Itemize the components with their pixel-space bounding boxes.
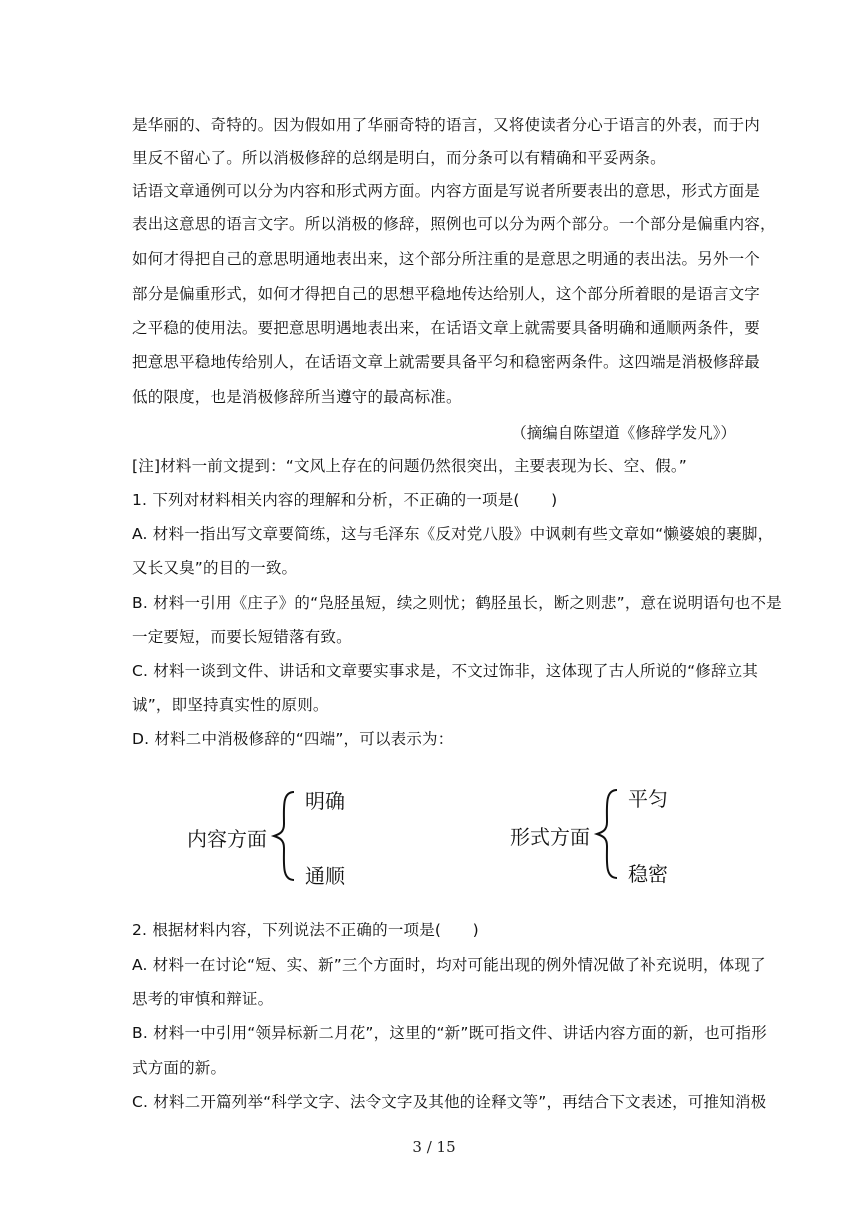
source-citation: （摘编自陈望道《修辞学发凡》） <box>511 424 736 442</box>
option-b-line: 式方面的新。 <box>132 1059 227 1077</box>
text-line: 低的限度，也是消极修辞所当遵守的最高标准。 <box>132 388 462 406</box>
page-separator: / <box>426 1138 432 1156</box>
text-line: 里反不留心了。所以消极修辞的总纲是明白，而分条可以有精确和平妥两条。 <box>132 149 666 167</box>
left-top-item: 明确 <box>305 789 345 813</box>
text-line: 把意思平稳地传给别人，在话语文章上就需要具备平匀和稳密两条件。这四端是消极修辞最 <box>132 353 761 371</box>
question-2-stem: 2. 根据材料内容，下列说法不正确的一项是( ) <box>132 921 479 939</box>
option-a-line: A. 材料一在讨论“短、实、新”三个方面时，均对可能出现的例外情况做了补充说明，体现了 <box>132 956 766 974</box>
text-line: 是华丽的、奇特的。因为假如用了华丽奇特的语言，又将使读者分心于语言的外表，而于内 <box>132 116 761 134</box>
option-c-line: C. 材料二开篇列举“科学文字、法令文字及其他的诠释文等”，再结合下文表述，可推知消极 <box>132 1093 767 1111</box>
text-line: 如何才得把自己的意思明通地表出来，这个部分所注重的是意思之明通的表出法。另外一个 <box>132 250 761 268</box>
option-a-line: 又长又臭”的目的一致。 <box>132 559 298 577</box>
left-group-label: 内容方面 <box>187 827 267 851</box>
option-d-line: D. 材料二中消极修辞的“四端”，可以表示为： <box>132 730 454 748</box>
option-c-line: 诚”，即坚持真实性的原则。 <box>132 696 329 714</box>
text-line: 部分是偏重形式，如何才得把自己的思想平稳地传达给别人，这个部分所着眼的是语言文字 <box>132 285 761 303</box>
note-line: [注]材料一前文提到：“文风上存在的问题仍然很突出，主要表现为长、空、假。” <box>132 457 688 475</box>
option-a-line: 思考的审慎和辩证。 <box>132 990 274 1008</box>
option-b-line: B. 材料一引用《庄子》的“凫胫虽短，续之则忧；鹤胫虽长，断之则悲”，意在说明语句也不是 <box>132 594 782 612</box>
right-top-item: 平匀 <box>628 787 668 811</box>
option-c-line: C. 材料一谈到文件、讲话和文章要实事求是，不文过饰非，这体现了古人所说的“修辞立其 <box>132 662 759 680</box>
text-line: 表出这意思的语言文字。所以消极的修辞，照例也可以分为两个部分。一个部分是偏重内容， <box>132 215 776 233</box>
right-group-label: 形式方面 <box>510 825 590 849</box>
text-line: 之平稳的使用法。要把意思明遇地表出来，在话语文章上就需要具备明确和通顺两条件，要 <box>132 319 761 337</box>
right-bottom-item: 稳密 <box>628 862 668 886</box>
page-number <box>0 1138 868 1156</box>
current-page: 3 <box>412 1138 422 1156</box>
question-1-stem: 1. 下列对材料相关内容的理解和分析，不正确的一项是( ) <box>132 491 558 509</box>
total-pages: 15 <box>436 1138 456 1156</box>
left-brace <box>274 792 294 880</box>
text-line: 话语文章通例可以分为内容和形式两方面。内容方面是写说者所要表出的意思，形式方面是 <box>132 182 761 200</box>
right-brace <box>597 790 617 878</box>
option-a-line: A. 材料一指出写文章要简练，这与毛泽东《反对党八股》中讽刺有些文章如“懒婆娘的裹脚， <box>132 525 774 543</box>
four-ends-diagram <box>0 780 868 890</box>
option-b-line: 一定要短，而要长短错落有致。 <box>132 628 352 646</box>
left-bottom-item: 通顺 <box>305 864 345 888</box>
option-b-line: B. 材料一中引用“领异标新二月花”，这里的“新”既可指文件、讲话内容方面的新，也可指形 <box>132 1024 767 1042</box>
